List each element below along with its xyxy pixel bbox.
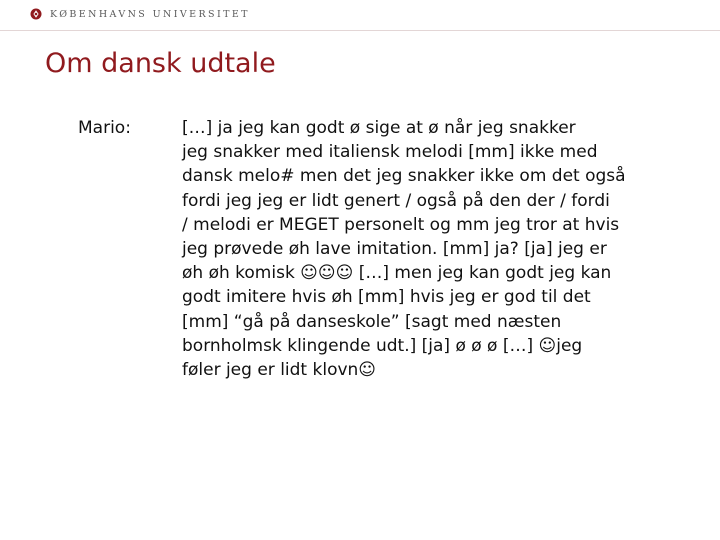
quote-text: [182, 116, 682, 382]
quote-line: jeg snakker med italiensk melodi [mm] ikke med: [182, 142, 598, 163]
quote-line: [mm] “gå på danseskole” [sagt med næsten: [182, 311, 562, 332]
quote-line: / melodi er MEGET personelt og mm jeg tror at hvis: [182, 214, 620, 235]
quote-line: fordi jeg jeg er lidt genert / også på den der / fordi: [182, 190, 610, 211]
quote-line: føler jeg er lidt klovn☺: [182, 360, 377, 381]
slide-title: Om dansk udtale: [45, 48, 276, 79]
header-divider: [0, 30, 720, 31]
university-seal-icon: [30, 8, 42, 20]
quote-line: jeg prøvede øh lave imitation. [mm] ja? [ja] jeg er: [182, 239, 607, 260]
slide-header: [30, 6, 250, 22]
speaker-label: Mario:: [78, 118, 131, 138]
quote-line: øh øh komisk ☺☺☺ […] men jeg kan godt jeg kan: [182, 263, 612, 284]
quote-line: dansk melo# men det jeg snakker ikke om det også: [182, 166, 626, 187]
institution-name: KØBENHAVNS UNIVERSITET: [50, 8, 250, 20]
quote-line: bornholmsk klingende udt.] [ja] ø ø ø […] ☺jeg: [182, 335, 583, 356]
quote-line: […] ja jeg kan godt ø sige at ø når jeg snakker: [182, 118, 576, 138]
quote-line: godt imitere hvis øh [mm] hvis jeg er god til det: [182, 287, 591, 308]
